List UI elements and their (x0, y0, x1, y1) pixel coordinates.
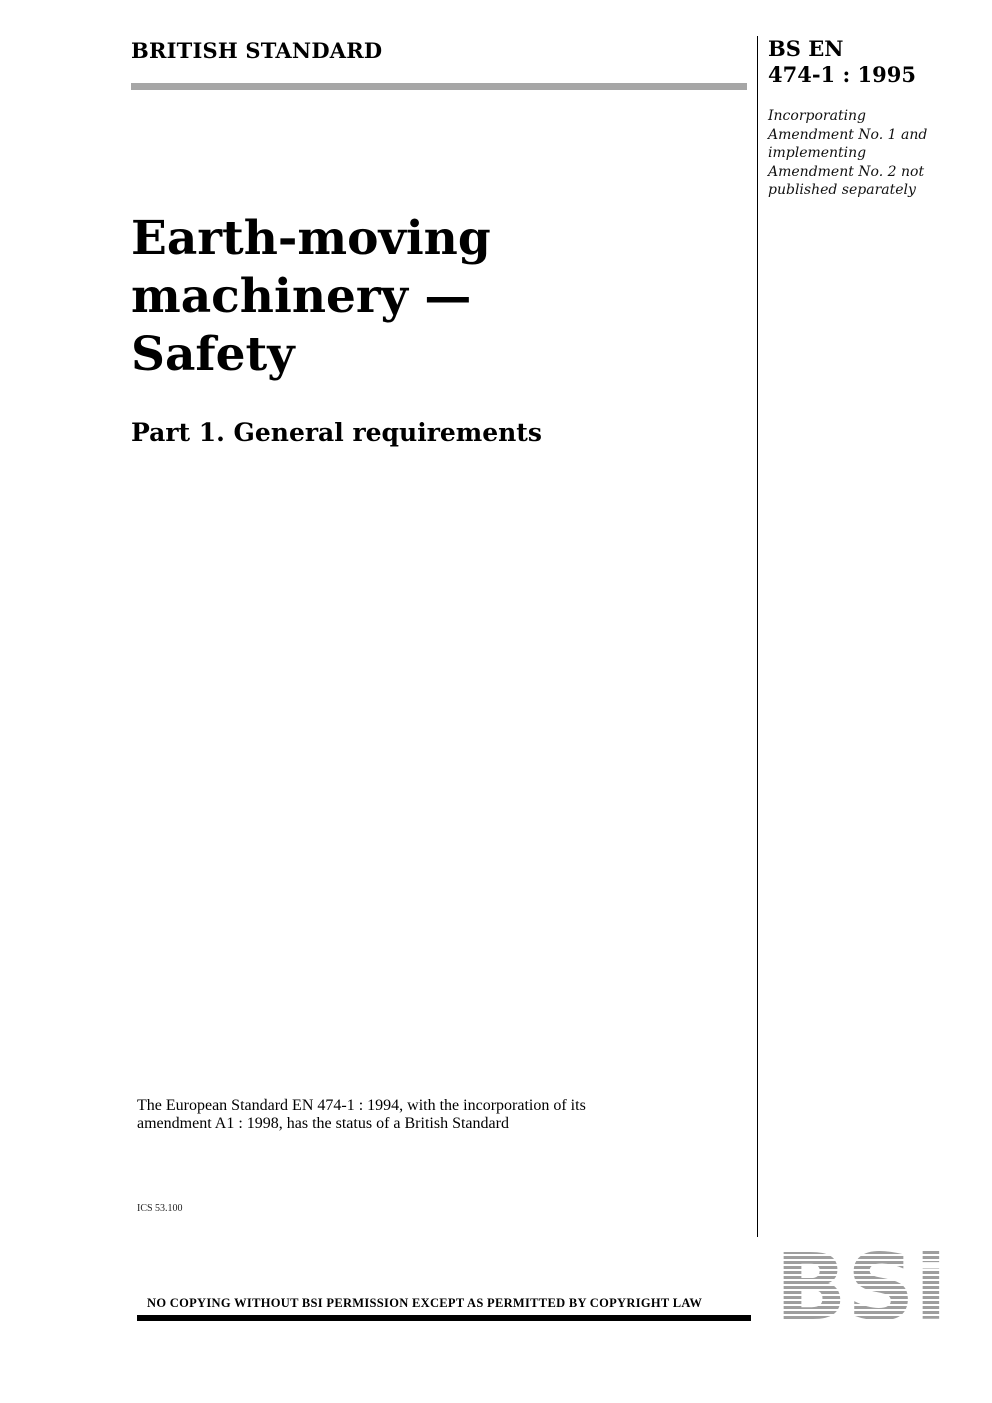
column-divider (757, 36, 758, 1237)
amendment-note-line: implementing (768, 145, 867, 161)
standard-number-line1: BS EN (768, 36, 844, 61)
bsi-logo (773, 1241, 949, 1325)
amendment-note-line: Incorporating (768, 108, 867, 124)
title-line: machinery — (131, 269, 472, 324)
title-line: Safety (131, 327, 295, 382)
ics-code: ICS 53.100 (137, 1203, 183, 1214)
status-statement-line: The European Standard EN 474-1 : 1994, with the incorporation of its (137, 1097, 586, 1114)
title-line: Earth-moving (131, 211, 491, 266)
amendment-note-line: published separately (768, 182, 916, 198)
status-statement-line: amendment A1 : 1998, has the status of a British Standard (137, 1115, 509, 1132)
document-subtitle: Part 1. General requirements (131, 418, 542, 447)
status-statement (137, 1097, 677, 1133)
copyright-notice: NO COPYING WITHOUT BSI PERMISSION EXCEPT AS PERMITTED BY COPYRIGHT LAW (147, 1296, 703, 1310)
standard-number-line2: 474-1 : 1995 (768, 62, 916, 87)
document-title (131, 210, 491, 384)
amendment-note-line: Amendment No. 1 and (768, 126, 928, 143)
standard-number (768, 36, 916, 88)
bsi-logo-text: BSi (775, 1241, 947, 1325)
document-type-label: BRITISH STANDARD (131, 38, 383, 63)
footer-divider (137, 1315, 751, 1321)
header-divider (131, 83, 747, 90)
amendment-note-line: Amendment No. 2 not (768, 163, 925, 180)
amendment-note (768, 107, 978, 200)
